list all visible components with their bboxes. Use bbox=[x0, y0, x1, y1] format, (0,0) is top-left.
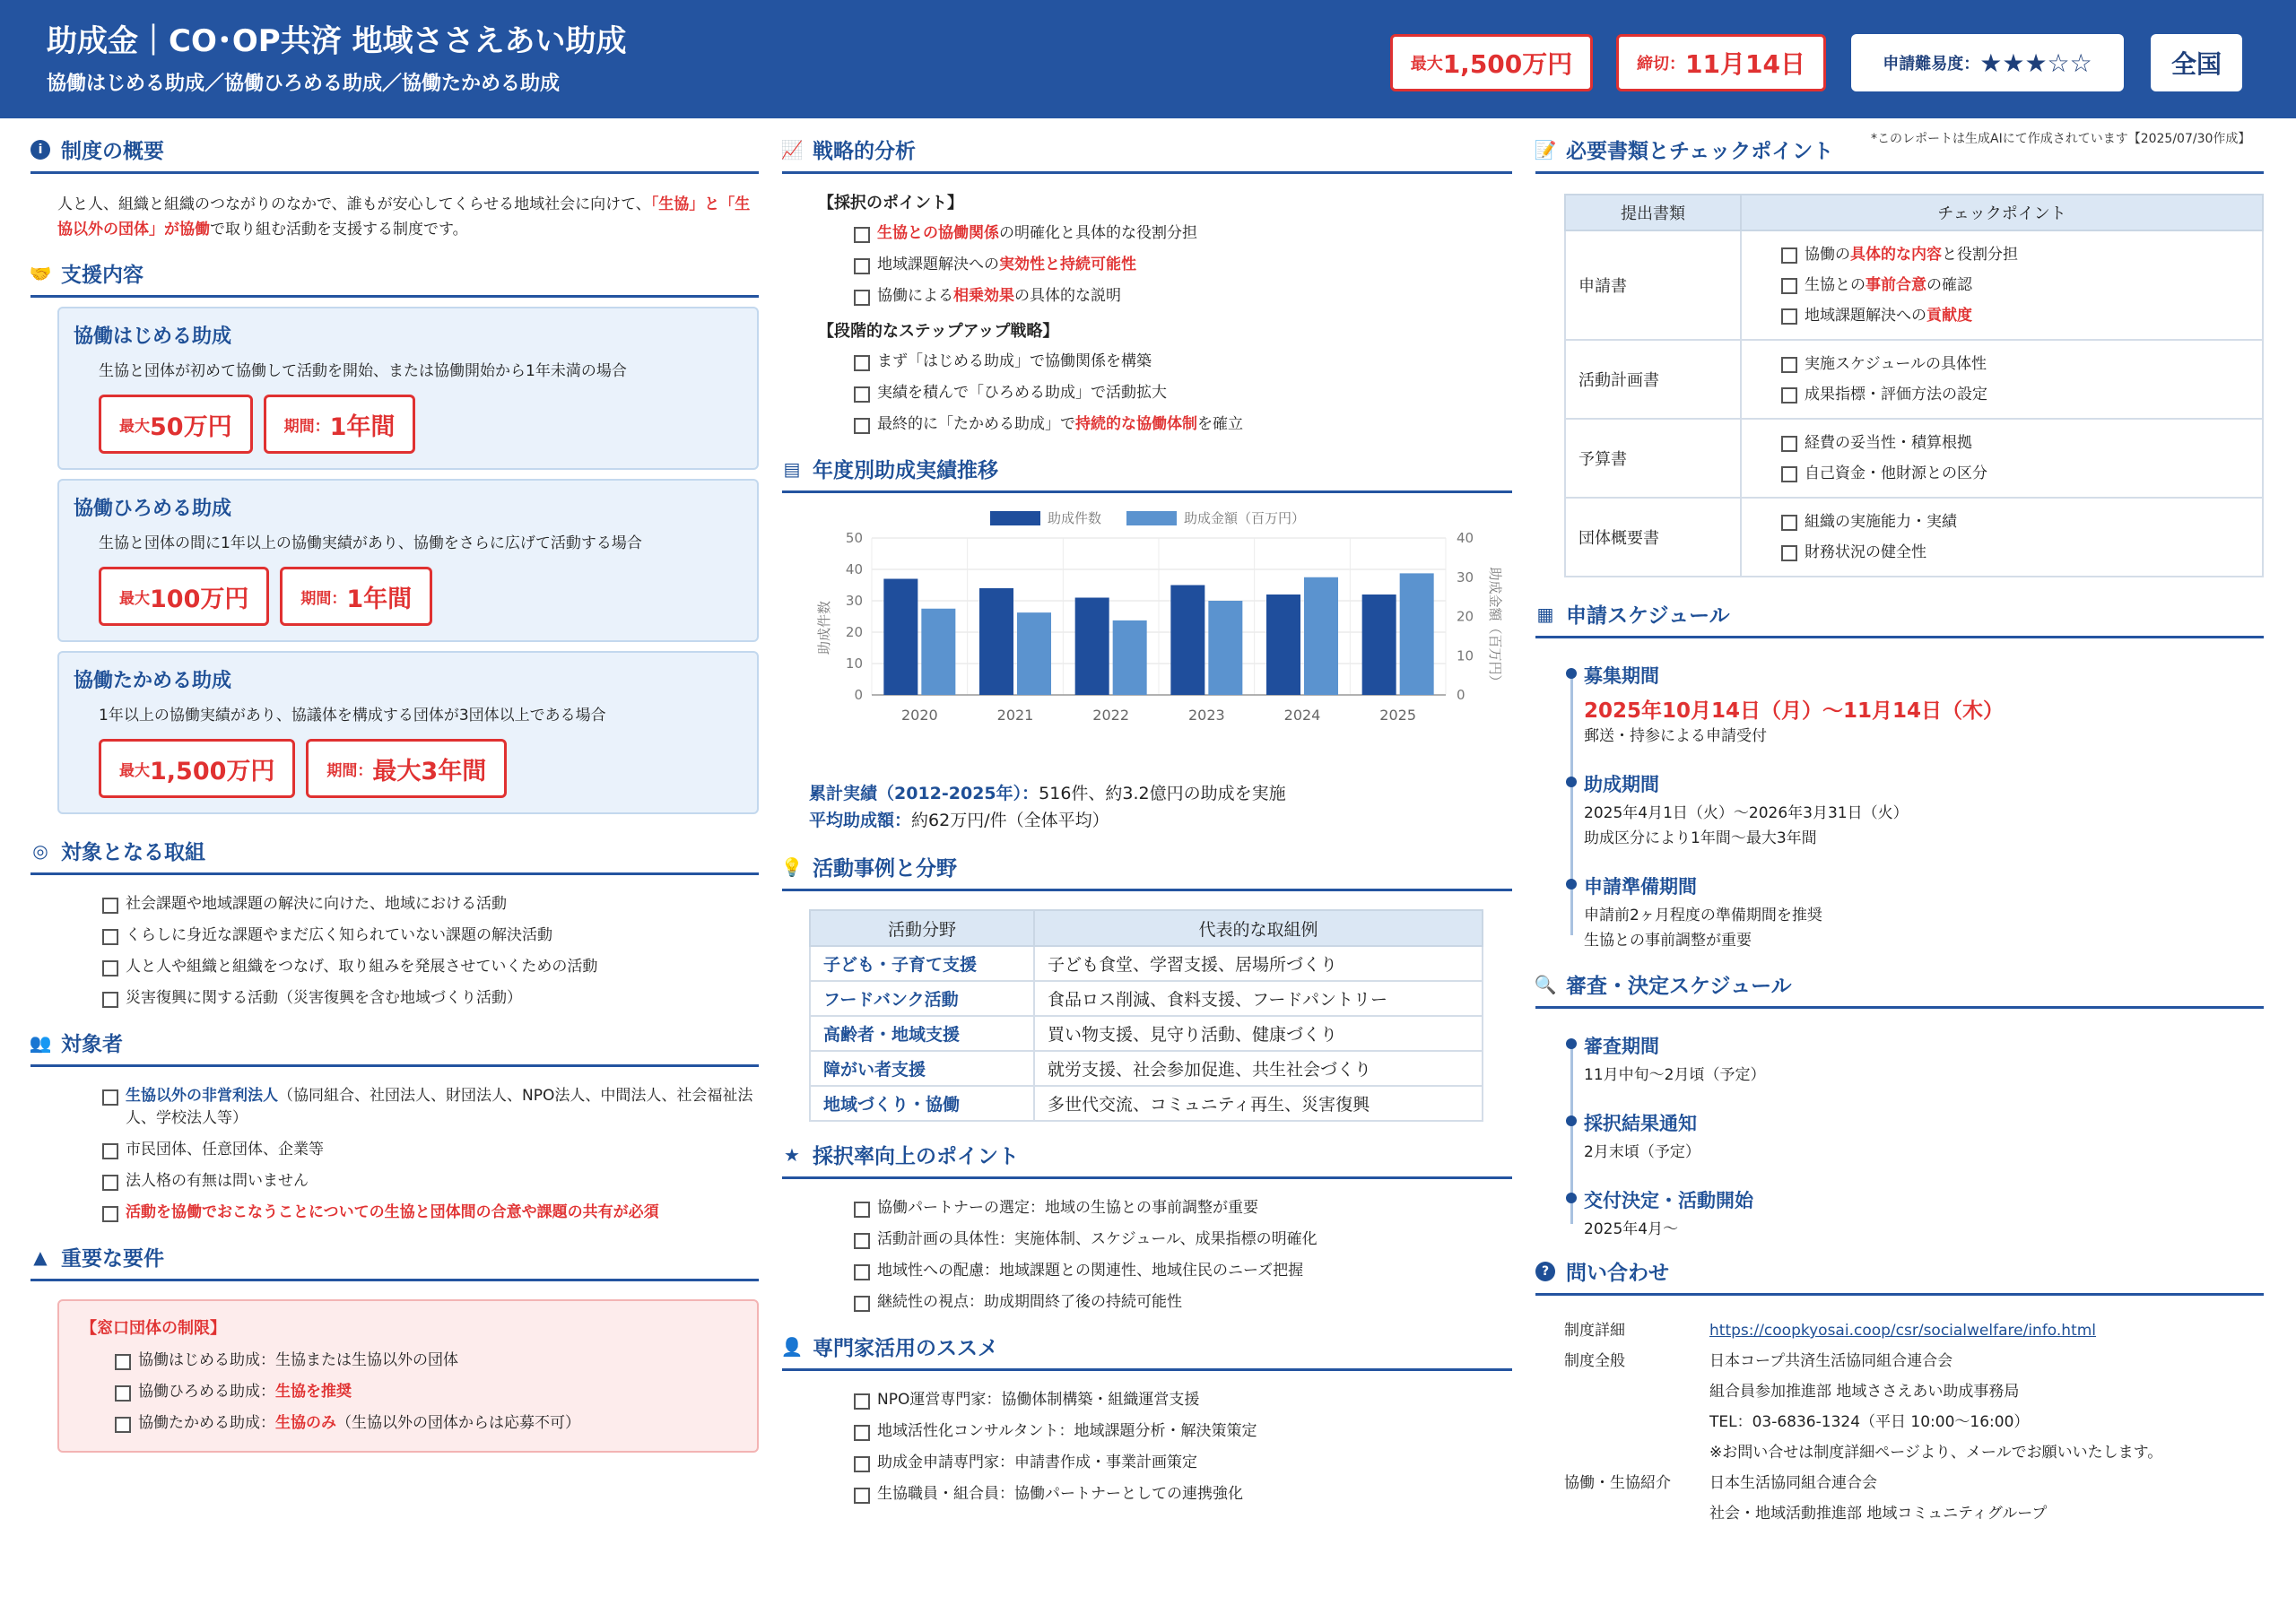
cases-heading bbox=[782, 843, 1512, 891]
average-value: 約62万円/件（全体平均） bbox=[911, 811, 1109, 830]
y-tick-label: 40 bbox=[845, 561, 863, 577]
review-heading-label: 審査・決定スケジュール bbox=[1566, 975, 1792, 998]
check-highlight: 貢献度 bbox=[1926, 307, 1972, 325]
check-text: 協働の bbox=[1805, 246, 1850, 264]
cases-heading-label: 活動事例と分野 bbox=[813, 857, 957, 881]
list-item: 継続性の視点：助成期間終了後の持続可能性 bbox=[854, 1291, 1512, 1314]
deadline-value: 11月14日 bbox=[1685, 49, 1805, 79]
timeline-desc: 2025年4月1日（火）～2026年3月31日（火） bbox=[1584, 804, 1909, 822]
timeline-highlight: 2025年10月14日（月）～11月14日（木） bbox=[1584, 699, 2005, 723]
bar-amount-2020 bbox=[921, 609, 955, 695]
timeline-title: 審査期間 bbox=[1584, 1036, 1659, 1057]
field-cell: 障がい者支援 bbox=[810, 1051, 1034, 1086]
y2-axis-label: 助成金額（百万円） bbox=[1487, 567, 1503, 689]
point-highlight: 実効性と持続可能性 bbox=[999, 256, 1136, 273]
contact-key: 協働・生協紹介 bbox=[1564, 1474, 1671, 1492]
points-title: 【採択のポイント】 bbox=[818, 194, 963, 213]
doc-cell: 予算書 bbox=[1565, 419, 1741, 498]
max-amount-badge bbox=[1390, 34, 1593, 91]
col-header-examples: 代表的な取組例 bbox=[1034, 910, 1483, 946]
support-heading-label: 支援内容 bbox=[61, 264, 144, 287]
schedule-heading-label: 申請スケジュール bbox=[1566, 604, 1730, 628]
y2-tick-label: 40 bbox=[1457, 530, 1474, 546]
support-box-desc: 1年以上の協働実績があり、協議体を構成する団体が3団体以上である場合 bbox=[99, 707, 606, 725]
support-box-title: 協働たかめる助成 bbox=[74, 670, 232, 692]
col-header-check: チェックポイント bbox=[1741, 195, 2263, 230]
support-box-hiromeru bbox=[57, 479, 759, 642]
requirements-box-title: 【窓口団体の制限】 bbox=[81, 1319, 226, 1338]
step-text: を確立 bbox=[1197, 415, 1243, 433]
handshake-icon: 🤝 bbox=[29, 262, 52, 284]
check-item: 実施スケジュールの具体性 bbox=[1781, 352, 2262, 377]
trend-heading-label: 年度別助成実績推移 bbox=[813, 459, 998, 482]
y-tick-label: 30 bbox=[845, 593, 863, 609]
check-cell bbox=[1741, 340, 2263, 419]
y-axis-label: 助成件数 bbox=[816, 600, 832, 655]
check-item: 成果指標・評価方法の設定 bbox=[1781, 382, 2262, 407]
timeline-desc: 助成区分により1年間～最大3年間 bbox=[1584, 829, 1817, 847]
table-row bbox=[1565, 340, 2263, 419]
bar-amount-2023 bbox=[1208, 601, 1242, 695]
list-item: 市民団体、任意団体、企業等 bbox=[102, 1139, 759, 1161]
timeline-title: 申請準備期間 bbox=[1584, 876, 1697, 898]
list-item: NPO運営専門家：協働体制構築・組織運営支援 bbox=[854, 1389, 1512, 1411]
list-item: 協働はじめる助成：生協または生協以外の団体 bbox=[115, 1350, 739, 1372]
line-chart-icon: 📈 bbox=[780, 138, 804, 161]
pill-value: 1年間 bbox=[329, 412, 396, 441]
req-highlight: 生協を推奨 bbox=[275, 1383, 352, 1401]
check-text: 生協との bbox=[1805, 276, 1866, 294]
tips-heading-label: 採択率向上のポイント bbox=[813, 1145, 1019, 1168]
x-tick-label: 2022 bbox=[1092, 707, 1130, 724]
table-row bbox=[810, 1086, 1483, 1121]
list-item: 地域活性化コンサルタント：地域課題分析・解決策策定 bbox=[854, 1420, 1512, 1443]
table-row bbox=[1565, 498, 2263, 577]
tips-heading bbox=[782, 1131, 1512, 1179]
difficulty-stars: ★★★☆☆ bbox=[1979, 48, 2092, 78]
average-label: 平均助成額： bbox=[809, 811, 912, 830]
ai-generated-note: *このレポートは生成AIにて作成されています【2025/07/30作成】 bbox=[1871, 132, 2251, 146]
deadline-badge bbox=[1616, 34, 1826, 91]
support-box-hajimeru bbox=[57, 307, 759, 470]
timeline-item bbox=[1584, 1032, 2264, 1088]
y-tick-label: 10 bbox=[845, 655, 863, 672]
step-text: 最終的に「たかめる助成」で bbox=[877, 415, 1075, 433]
list-item: まず「はじめる助成」で協働関係を構築 bbox=[854, 351, 1512, 373]
timeline-desc: 郵送・持参による申請受付 bbox=[1584, 727, 1767, 745]
eligible-highlight: 生協以外の非営利法人 bbox=[126, 1087, 278, 1105]
list-item bbox=[115, 1412, 739, 1435]
contact-heading bbox=[1535, 1247, 2264, 1296]
user-tie-icon: 👤 bbox=[780, 1335, 804, 1358]
contact-value: TEL：03-6836-1324（平日 10:00～16:00） bbox=[1709, 1413, 2030, 1431]
pill-prefix: 期間： bbox=[283, 417, 330, 436]
question-icon: ? bbox=[1535, 1262, 1555, 1281]
check-cell bbox=[1741, 419, 2263, 498]
req-text: 協働ひろめる助成： bbox=[138, 1383, 275, 1401]
targets-list bbox=[30, 875, 759, 1010]
list-item: くらしに身近な課題やまだ広く知られていない課題の解決活動 bbox=[102, 924, 759, 947]
total-value: 516件、約3.2億円の助成を実施 bbox=[1039, 784, 1286, 803]
eligible-list bbox=[30, 1067, 759, 1224]
page-title: 助成金｜CO･OP共済 地域ささえあい助成 bbox=[47, 23, 627, 59]
bar-count-2024 bbox=[1266, 595, 1300, 695]
schedule-timeline bbox=[1535, 638, 2264, 953]
check-text: と役割分担 bbox=[1942, 246, 2018, 264]
point-text: の具体的な説明 bbox=[1014, 287, 1121, 305]
bar-amount-2022 bbox=[1113, 621, 1147, 695]
steps-list bbox=[782, 342, 1512, 436]
period-pill bbox=[306, 739, 507, 798]
timeline-desc: 2025年4月～ bbox=[1584, 1220, 1679, 1238]
lightbulb-icon: 💡 bbox=[780, 855, 804, 878]
experts-list bbox=[782, 1371, 1512, 1506]
list-item: 助成金申請専門家：申請書作成・事業計画策定 bbox=[854, 1452, 1512, 1474]
page-subtitle: 協働はじめる助成／協働ひろめる助成／協働たかめる助成 bbox=[47, 73, 561, 95]
check-item bbox=[1781, 273, 2262, 298]
bar-chart-icon: ▤ bbox=[783, 457, 801, 480]
documents-heading-label: 必要書類とチェックポイント bbox=[1566, 140, 1834, 163]
table-row bbox=[810, 981, 1483, 1016]
col-header-doc: 提出書類 bbox=[1565, 195, 1741, 230]
average-stat bbox=[782, 807, 1512, 834]
schedule-heading bbox=[1535, 590, 2264, 638]
check-item: 経費の妥当性・積算根拠 bbox=[1781, 430, 2262, 456]
check-cell bbox=[1741, 498, 2263, 577]
page-header bbox=[0, 0, 2296, 118]
x-tick-label: 2020 bbox=[900, 707, 938, 724]
timeline-item bbox=[1584, 1109, 2264, 1165]
timeline-item bbox=[1584, 662, 2264, 749]
list-item bbox=[854, 413, 1512, 436]
list-item: 生協職員・組合員：協働パートナーとしての連携強化 bbox=[854, 1483, 1512, 1506]
contact-value: ※お問い合せは制度詳細ページより、メールでお願いいたします。 bbox=[1709, 1444, 2163, 1462]
examples-cell: 就労支援、社会参加促進、共生社会づくり bbox=[1034, 1051, 1483, 1086]
x-tick-label: 2025 bbox=[1379, 707, 1417, 724]
pill-prefix: 期間： bbox=[326, 761, 373, 780]
list-item: 活動計画の具体性：実施体制、スケジュール、成果指標の明確化 bbox=[854, 1228, 1512, 1251]
total-label: 累計実績（2012-2025年）： bbox=[809, 784, 1039, 803]
requirements-heading-label: 重要な要件 bbox=[61, 1247, 164, 1271]
contact-value: 日本生活協同組合連合会 bbox=[1709, 1474, 1877, 1492]
period-pill bbox=[280, 567, 432, 626]
target-icon: ◎ bbox=[32, 839, 48, 862]
list-item bbox=[854, 222, 1512, 245]
pill-prefix: 最大 bbox=[119, 589, 150, 608]
pill-prefix: 最大 bbox=[119, 417, 150, 436]
doc-cell: 団体概要書 bbox=[1565, 498, 1741, 577]
targets-heading bbox=[30, 827, 759, 875]
calendar-icon: ▦ bbox=[1536, 603, 1554, 625]
support-box-desc: 生協と団体が初めて協働して活動を開始、または協働開始から1年未満の場合 bbox=[99, 362, 627, 380]
overview-heading-label: 制度の概要 bbox=[61, 140, 164, 163]
table-header-row bbox=[1565, 195, 2263, 230]
bar-count-2021 bbox=[979, 588, 1013, 695]
field-cell: 子ども・子育て支援 bbox=[810, 946, 1034, 981]
pill-value: 1年間 bbox=[346, 585, 413, 613]
users-icon: 👥 bbox=[29, 1031, 52, 1054]
targets-heading-label: 対象となる取組 bbox=[61, 841, 205, 864]
bar-count-2020 bbox=[883, 579, 918, 696]
check-item: 自己資金・他財源との区分 bbox=[1781, 461, 2262, 486]
total-stat bbox=[782, 780, 1512, 807]
max-amount-prefix: 最大 bbox=[1410, 55, 1443, 74]
info-icon: i bbox=[30, 140, 50, 160]
field-cell: 高齢者・地域支援 bbox=[810, 1016, 1034, 1051]
check-highlight: 具体的な内容 bbox=[1850, 246, 1942, 264]
req-text: （生協以外の団体からは応募不可） bbox=[336, 1414, 580, 1432]
contact-row bbox=[1564, 1346, 2264, 1468]
y-tick-label: 20 bbox=[845, 624, 863, 640]
timeline-item bbox=[1584, 770, 2264, 851]
right-column bbox=[1535, 126, 2264, 1529]
timeline-desc: 申請前2ヶ月程度の準備期間を推奨 bbox=[1584, 907, 1822, 924]
pill-prefix: 期間： bbox=[300, 589, 347, 608]
pill-value: 100万円 bbox=[150, 585, 249, 613]
examples-cell: 多世代交流、コミュニティ再生、災害復興 bbox=[1034, 1086, 1483, 1121]
timeline-title: 募集期間 bbox=[1584, 665, 1659, 687]
support-box-desc: 生協と団体の間に1年以上の協働実績があり、協働をさらに広げて活動する場合 bbox=[99, 534, 642, 552]
contact-row bbox=[1564, 1468, 2264, 1529]
bar-count-2022 bbox=[1075, 598, 1109, 696]
support-heading bbox=[30, 249, 759, 298]
experts-heading-label: 専門家活用のススメ bbox=[813, 1337, 998, 1360]
pill-prefix: 最大 bbox=[119, 761, 150, 780]
tips-list bbox=[782, 1179, 1512, 1314]
table-row bbox=[810, 946, 1483, 981]
check-text: 地域課題解決への bbox=[1805, 307, 1926, 325]
x-tick-label: 2024 bbox=[1283, 707, 1321, 724]
max-amount-pill bbox=[99, 395, 253, 454]
contact-value: 社会・地域活動推進部 地域コミュニティグループ bbox=[1709, 1505, 2048, 1523]
check-cell bbox=[1741, 230, 2263, 340]
deadline-prefix: 締切： bbox=[1637, 55, 1686, 74]
legend-swatch-amount bbox=[1126, 511, 1177, 525]
list-item: 社会課題や地域課題の解決に向けた、地域における活動 bbox=[102, 893, 759, 916]
pill-value: 最大3年間 bbox=[372, 757, 487, 785]
list-item bbox=[854, 254, 1512, 276]
strategy-heading bbox=[782, 126, 1512, 174]
list-item bbox=[102, 1085, 759, 1130]
point-text: 地域課題解決への bbox=[877, 256, 999, 273]
table-row bbox=[1565, 419, 2263, 498]
left-column bbox=[30, 126, 759, 1453]
overview-highlight: 「生協」と「生協以外の団体」が協働 bbox=[57, 195, 751, 239]
point-highlight: 相乗効果 bbox=[953, 287, 1014, 305]
cases-table bbox=[809, 909, 1483, 1122]
y2-axis-ticks bbox=[1457, 530, 1474, 703]
examples-cell: 買い物支援、見守り活動、健康づくり bbox=[1034, 1016, 1483, 1051]
review-heading bbox=[1535, 960, 2264, 1009]
bar-amount-2025 bbox=[1400, 573, 1434, 695]
list-item: 人と人や組織と組織をつなげ、取り組みを発展させていくための活動 bbox=[102, 956, 759, 978]
examples-cell: 食品ロス削減、食料支援、フードパントリー bbox=[1034, 981, 1483, 1016]
bar-count-2025 bbox=[1362, 595, 1396, 695]
contact-key: 制度全般 bbox=[1564, 1352, 1625, 1370]
y-axis-ticks bbox=[846, 530, 863, 703]
step-highlight: 持続的な協働体制 bbox=[1075, 415, 1197, 433]
y2-tick-label: 10 bbox=[1457, 647, 1474, 664]
field-cell: 地域づくり・協働 bbox=[810, 1086, 1034, 1121]
warning-icon: ▲ bbox=[33, 1245, 48, 1268]
support-box-title: 協働はじめる助成 bbox=[74, 325, 232, 348]
y2-tick-label: 30 bbox=[1457, 568, 1474, 586]
contact-value: 日本コープ共済生活協同組合連合会 bbox=[1709, 1352, 1953, 1370]
list-item: 実績を積んで「ひろめる助成」で活動拡大 bbox=[854, 382, 1512, 404]
check-highlight: 事前合意 bbox=[1866, 276, 1926, 294]
overview-text-1: 人と人、組織と組織のつながりのなかで、誰もが安心してくらせる地域社会に向けて、 bbox=[57, 195, 651, 213]
table-row bbox=[1565, 230, 2263, 340]
point-text: の明確化と具体的な役割分担 bbox=[999, 224, 1197, 242]
x-tick-label: 2023 bbox=[1187, 707, 1225, 724]
steps-title: 【段階的なステップアップ戦略】 bbox=[818, 322, 1059, 341]
y-tick-label: 0 bbox=[854, 687, 863, 703]
eligible-heading bbox=[30, 1019, 759, 1067]
legend-label-count: 助成件数 bbox=[1048, 510, 1102, 526]
grant-trend-chart bbox=[782, 502, 1512, 771]
contact-heading-label: 問い合わせ bbox=[1566, 1262, 1669, 1285]
examples-cell: 子ども食堂、学習支援、居場所づくり bbox=[1034, 946, 1483, 981]
chart-grid bbox=[872, 538, 1446, 695]
list-item: 協働パートナーの選定：地域の生協との事前調整が重要 bbox=[854, 1197, 1512, 1219]
requirements-list bbox=[81, 1339, 739, 1435]
middle-column bbox=[782, 126, 1512, 1515]
x-axis-ticks bbox=[901, 707, 1416, 724]
eligible-rest: （協同組合、社団法人、財団法人、NPO法人、中間法人、社会福祉法人、学校法人等） bbox=[126, 1087, 753, 1127]
experts-heading bbox=[782, 1323, 1512, 1371]
support-box-title: 協働ひろめる助成 bbox=[74, 498, 232, 520]
difficulty-label: 申請難易度： bbox=[1883, 55, 1980, 74]
points-list bbox=[782, 213, 1512, 308]
contact-key: 制度詳細 bbox=[1564, 1322, 1625, 1340]
doc-cell: 活動計画書 bbox=[1565, 340, 1741, 419]
y2-tick-label: 20 bbox=[1457, 608, 1474, 625]
list-item: 活動を協働でおこなうことについての生協と団体間の合意や課題の共有が必須 bbox=[102, 1202, 759, 1224]
x-tick-label: 2021 bbox=[996, 707, 1034, 724]
check-item bbox=[1781, 242, 2262, 267]
file-pen-icon: 📝 bbox=[1534, 138, 1557, 161]
timeline-desc: 生協との事前調整が重要 bbox=[1584, 932, 1752, 950]
y-tick-label: 50 bbox=[845, 530, 863, 546]
bar-count-2023 bbox=[1170, 586, 1205, 696]
documents-heading bbox=[1535, 126, 2264, 174]
max-amount-pill bbox=[99, 567, 269, 626]
region-badge: 全国 bbox=[2151, 34, 2242, 91]
doc-cell: 申請書 bbox=[1565, 230, 1741, 340]
table-row bbox=[810, 1051, 1483, 1086]
timeline-title: 交付決定・活動開始 bbox=[1584, 1190, 1753, 1211]
bar-amount-2024 bbox=[1304, 577, 1338, 695]
point-highlight: 生協との協働関係 bbox=[877, 224, 999, 242]
max-amount-pill bbox=[99, 739, 295, 798]
contact-value: 組合員参加推進部 地域ささえあい助成事務局 bbox=[1709, 1383, 2020, 1401]
list-item: 法人格の有無は問いません bbox=[102, 1170, 759, 1193]
trend-heading bbox=[782, 445, 1512, 493]
col-header-field: 活動分野 bbox=[810, 910, 1034, 946]
documents-table bbox=[1564, 194, 2264, 577]
overview-text bbox=[30, 174, 759, 249]
overview-heading bbox=[30, 126, 759, 174]
table-header-row bbox=[810, 910, 1483, 946]
pill-value: 50万円 bbox=[150, 412, 232, 441]
legend-swatch-count bbox=[990, 511, 1040, 525]
contact-block bbox=[1535, 1296, 2264, 1529]
review-timeline bbox=[1535, 1009, 2264, 1242]
overview-text-2: で取り組む活動を支援する制度です。 bbox=[210, 221, 468, 239]
list-item bbox=[115, 1381, 739, 1403]
star-icon: ★ bbox=[784, 1143, 800, 1166]
pill-value: 1,500万円 bbox=[150, 757, 275, 785]
timeline-item bbox=[1584, 1186, 2264, 1242]
timeline-title: 助成期間 bbox=[1584, 774, 1659, 795]
detail-link[interactable]: https://coopkyosai.coop/csr/socialwelfare/info.html bbox=[1709, 1322, 2097, 1340]
strategy-heading-label: 戦略的分析 bbox=[813, 140, 916, 163]
requirements-heading bbox=[30, 1233, 759, 1281]
field-cell: フードバンク活動 bbox=[810, 981, 1034, 1016]
difficulty-badge bbox=[1851, 34, 2124, 91]
timeline-desc: 11月中旬～2月頃（予定） bbox=[1584, 1066, 1766, 1084]
req-text: 協働たかめる助成： bbox=[138, 1414, 275, 1432]
check-text: の確認 bbox=[1926, 276, 1972, 294]
list-item: 災害復興に関する活動（災害復興を含む地域づくり活動） bbox=[102, 987, 759, 1010]
list-item bbox=[854, 285, 1512, 308]
y2-tick-label: 0 bbox=[1457, 687, 1465, 703]
search-icon: 🔍 bbox=[1534, 973, 1557, 995]
support-box-takameru bbox=[57, 651, 759, 814]
contact-row bbox=[1564, 1315, 2264, 1346]
legend-label-amount: 助成金額（百万円） bbox=[1184, 510, 1306, 526]
table-row bbox=[810, 1016, 1483, 1051]
eligible-heading-label: 対象者 bbox=[61, 1033, 123, 1056]
point-text: 協働による bbox=[877, 287, 953, 305]
check-item bbox=[1781, 303, 2262, 328]
list-item: 地域性への配慮：地域課題との関連性、地域住民のニーズ把握 bbox=[854, 1260, 1512, 1282]
bar-amount-2021 bbox=[1017, 612, 1051, 695]
requirements-box bbox=[57, 1299, 759, 1453]
timeline-title: 採択結果通知 bbox=[1584, 1113, 1697, 1134]
timeline-desc: 2月末頃（予定） bbox=[1584, 1143, 1700, 1161]
check-item: 組織の実施能力・実績 bbox=[1781, 509, 2262, 534]
req-highlight: 生協のみ bbox=[275, 1414, 336, 1432]
period-pill bbox=[264, 395, 416, 454]
check-item: 財務状況の健全性 bbox=[1781, 540, 2262, 565]
timeline-item bbox=[1584, 872, 2264, 953]
max-amount-value: 1,500万円 bbox=[1442, 49, 1573, 79]
